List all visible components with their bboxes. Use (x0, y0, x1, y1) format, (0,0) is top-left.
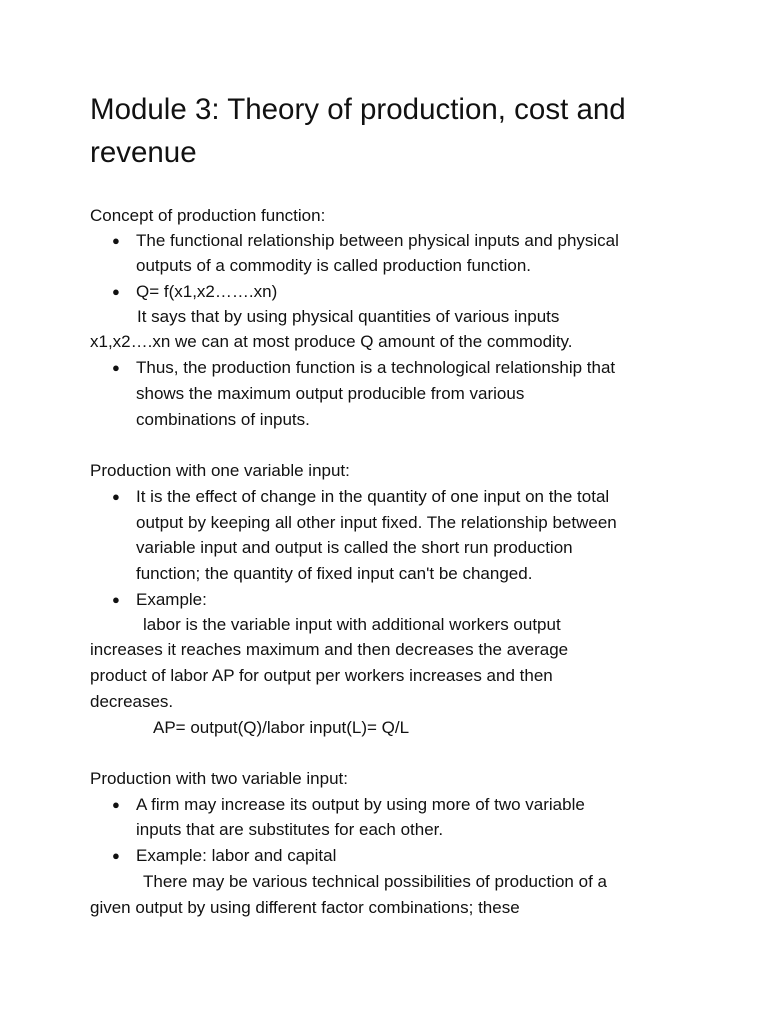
page-title: Module 3: Theory of production, cost and revenue (90, 93, 626, 169)
bullet-icon: ● (112, 592, 120, 607)
paragraph-line: It says that by using physical quantities of various inputs (137, 307, 560, 326)
bullet-icon: ● (112, 489, 120, 504)
bullet-icon: ● (112, 284, 120, 299)
section-heading-production-function: Concept of production function: (90, 206, 326, 225)
list-item-line: combinations of inputs. (136, 410, 310, 429)
list-item-line: shows the maximum output producible from various (136, 384, 525, 403)
bullet-icon: ● (112, 360, 120, 375)
paragraph-line: given output by using different factor combinations; these (90, 898, 520, 917)
list-item-line: function; the quantity of fixed input can't be changed. (136, 564, 533, 583)
list-item-line: Example: (136, 590, 207, 609)
bullet-icon: ● (112, 797, 120, 812)
section-heading-two-variable-input: Production with two variable input: (90, 769, 348, 788)
paragraph-line: labor is the variable input with additional workers output (143, 615, 561, 634)
list-item-line: Example: labor and capital (136, 846, 337, 865)
list-item-line: variable input and output is called the short run production (136, 538, 573, 557)
list-item-line: inputs that are substitutes for each other. (136, 820, 444, 839)
paragraph-line: There may be various technical possibilities of production of a (143, 872, 607, 891)
list-item-line: The functional relationship between physical inputs and physical (136, 231, 619, 250)
list-item-line: It is the effect of change in the quantity of one input on the total (136, 487, 610, 506)
list-item-line: outputs of a commodity is called production function. (136, 256, 531, 275)
bullet-icon: ● (112, 233, 120, 248)
paragraph-line: product of labor AP for output per workers increases and then (90, 666, 553, 685)
list-item-line: Q= f(x1,x2…….xn) (136, 282, 278, 301)
paragraph-line: x1,x2….xn we can at most produce Q amount of the commodity. (90, 332, 573, 351)
formula-line: AP= output(Q)/labor input(L)= Q/L (153, 718, 410, 737)
bullet-icon: ● (112, 848, 120, 863)
paragraph-line: increases it reaches maximum and then decreases the average (90, 640, 569, 659)
list-item-line: output by keeping all other input fixed. The relationship between (136, 513, 617, 532)
paragraph-line: decreases. (90, 692, 174, 711)
list-item-line: A firm may increase its output by using more of two variable (136, 795, 585, 814)
list-item-line: Thus, the production function is a technological relationship that (136, 358, 616, 377)
section-heading-one-variable-input: Production with one variable input: (90, 461, 350, 480)
